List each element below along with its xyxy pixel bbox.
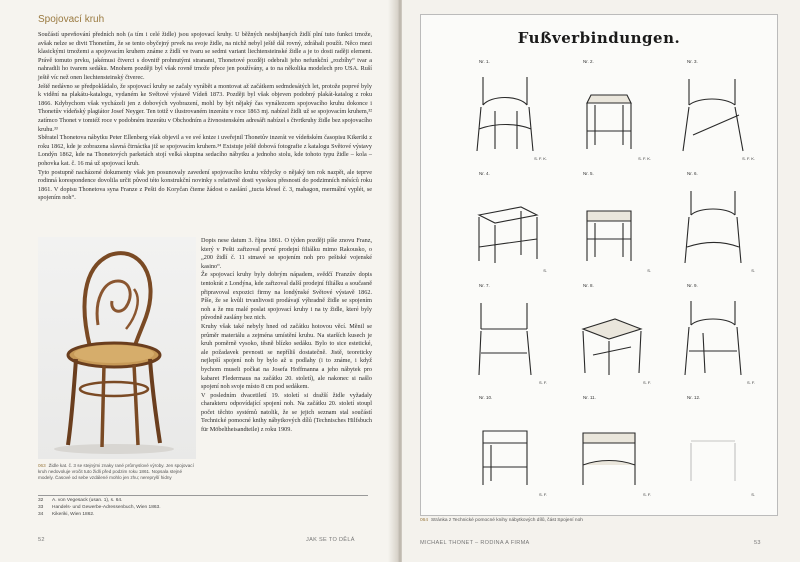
paragraph: Součástí upevňování předních noh (a tím i celé židle) jsou spojovací kruhy. U běžných nesbíjhaných židlí plní tuto funkci trnože, avšak nelze se divit Thonetům, že se tento obyčejný prvek na svoje židle, na nichž nebyl ještě dál rovný, zdráhali použít. Něco mezi klasickými trnožemi a spojovacím kruhem známe z židlí ve tvaru se sedmi variant liechtensteinské židle a je to dosti raději element. Právě tomuto prvku, jakémusi čtverci s dovnitř prohnutými stranami, Thonetové později odebrali jeho nefunkční „rozbíhy“ tvar a nahradili ho tvarem sedáku. Mnohem později byl však rovně trnože přece jen používány, a to na několika modelech pro USA. Ruší ještě víc než onen liechtensteinský čtverec. bbox=[38, 31, 372, 81]
chair-number: Nr. 1. bbox=[479, 59, 490, 64]
chair-grid bbox=[457, 59, 767, 505]
chair-mark: S. bbox=[751, 492, 755, 497]
chair-number: Nr. 6. bbox=[687, 171, 698, 176]
paragraph: Sběratel Thonetova nábytku Peter Ellenberg však objevil a ve své knize i uveřejnil Thonetův inzerát ve vídeňském časopisu Kikeriki z roku 1862, kde je zobrazena slavná čtrnáctka již se spojovacím kruhem.³⁴ Existuje ještě dobová fotografie z katalogu Světové výstavy Londýn 1862, kde na Thonetových parketách stojí velká skupina sedacího nábytku a jednoho stolu, kde tohoto typu židle – kola – pohovka kat. č. 16 má už spojovací kruh. bbox=[38, 134, 372, 167]
paragraph: Kruhy však také nebyly hned od začátku hotovou věcí. Měnil se průměr materiálu a zejména umístění kruhu. Na starších kusech je kruh poměrně vysoko, těsně blízko sedáku. Bylo to sice estetické, ale požadavek pevnosti se nepříliš dostatečně. Jistě, teoreticky nejlepší spojení noh by bylo až u podlahy (i to známe, i když bychom museli počkat na Josefa Hoffmanna a jeho nábytek pro kabaret Fledermaus na začátku 20. století), ale nakonec si našlo spojení noh svoje místo 8 cm pod sedákem. bbox=[201, 322, 372, 391]
chair-number: Nr. 4. bbox=[479, 171, 490, 176]
column-text bbox=[201, 237, 372, 435]
chair-drawing-cell bbox=[561, 395, 657, 501]
chair-drawing-cell bbox=[561, 283, 657, 389]
caption-text: Stránka z Technické pomocné knihy nábytkových dílů, část Spojení noh bbox=[431, 518, 583, 523]
paragraph: V posledním dvacetiletí 19. století si dražší židle vyžadaly charakteru odpovídající spojení noh. Na začátku 20. století stoupl počet těchto systémů natolik, že se jejich seznam stal součástí Technické pomocné knihy nábytkových dílů (Technisches Hilfsbuch für Möbeltheisandteile) z roku 1909. bbox=[201, 391, 372, 434]
chair-sketch-icon bbox=[669, 177, 757, 269]
chair-number: Nr. 2. bbox=[583, 59, 594, 64]
chair-sketch-icon bbox=[669, 401, 757, 493]
chair-number: Nr. 11. bbox=[583, 395, 596, 400]
left-page bbox=[0, 0, 398, 562]
chair-number: Nr. 3. bbox=[687, 59, 698, 64]
caption-text: Židle kat. č. 3 se stejnými znaky rané průmyslové výroby. Jen spojovací kruh nedovoluje vročit tuto židli před podzim roku 1861. Nopsala stejné modely. Časové od sebe vzdálené mohlo jen zhu; nerepryší hidny bbox=[38, 463, 194, 480]
chair-drawing-cell bbox=[457, 283, 553, 389]
chair-mark: S. F. K. bbox=[742, 156, 755, 161]
chair-number: Nr. 8. bbox=[583, 283, 594, 288]
chair-mark: S. F. K. bbox=[638, 156, 651, 161]
paragraph: Že spojovací kruhy byly dobrým nápadem, svědčí Franzův dopis tentokrát z Londýna, kde zařizoval další prodejní filiálku a současně připravoval expozici firmy na londýnské Světové výstavě 1862. Píše, že se kvůli trvanlivosti prodávají výhradně židle se spojením noh a že mu malé poslat spojovací kruhy i na ty židle, které byly původně zaslány bez nich. bbox=[201, 271, 372, 322]
footnotes bbox=[38, 495, 368, 518]
running-footer-right: MICHAEL THONET – RODINA A FIRMA bbox=[420, 540, 530, 546]
chair-drawing-cell bbox=[665, 283, 761, 389]
thonet-chair-illustration bbox=[38, 237, 196, 459]
chair-sketch-icon bbox=[565, 289, 653, 381]
chair-number: Nr. 10. bbox=[479, 395, 493, 400]
caption-number: 063 bbox=[38, 463, 46, 468]
chair-mark: S. F. bbox=[746, 380, 755, 385]
right-page bbox=[402, 0, 800, 562]
chair-photo bbox=[38, 237, 196, 459]
footnote: 32 A. von Vegesack (usan. 1), s. 64. bbox=[38, 498, 123, 503]
section-title: Spojovací kruh bbox=[38, 14, 105, 25]
catalog-plate bbox=[420, 14, 778, 516]
chair-number: Nr. 9. bbox=[687, 283, 698, 288]
chair-number: Nr. 7. bbox=[479, 283, 490, 288]
chair-mark: S. bbox=[647, 268, 651, 273]
paragraph: Dopis nese datum 3. října 1861. O týden později píše znovu Franz, který v Pešti zařizoval první prodejní filiálku mimo Rakousko, o „200 židlí č. 11 stmavé se spojením noh pro peštské vojenské kasino“. bbox=[201, 237, 372, 270]
chair-drawing-cell bbox=[561, 171, 657, 277]
page-number-left: 52 bbox=[38, 537, 45, 543]
chair-drawing-cell bbox=[457, 59, 553, 165]
photo-caption bbox=[38, 463, 196, 480]
chair-drawing-cell bbox=[665, 395, 761, 501]
chair-drawing-cell bbox=[457, 171, 553, 277]
plate-title: Fußverbindungen. bbox=[517, 29, 681, 47]
chair-mark: S. bbox=[751, 268, 755, 273]
chair-sketch-icon bbox=[461, 401, 549, 493]
running-footer-left: JAK SE TO DĚLÁ bbox=[306, 537, 355, 543]
chair-sketch-icon bbox=[565, 177, 653, 269]
body-text bbox=[38, 31, 372, 203]
chair-sketch-icon bbox=[669, 65, 757, 157]
chair-sketch-icon bbox=[669, 289, 757, 381]
chair-sketch-icon bbox=[461, 289, 549, 381]
chair-drawing-cell bbox=[665, 171, 761, 277]
footnote: 34 Kikeriki, Wien 1862. bbox=[38, 511, 95, 517]
caption-number: 064 bbox=[420, 518, 429, 523]
chair-drawing-cell bbox=[561, 59, 657, 165]
page-number-right: 53 bbox=[754, 540, 761, 546]
chair-drawing-cell bbox=[457, 395, 553, 501]
chair-number: Nr. 5. bbox=[583, 171, 594, 176]
paragraph: Ještě nedávno se předpokládalo, že spojovací kruhy se začaly vyrábět a montovat až začátkem sedmdesátých let, protože poprvé byly k vidění na plakátu-katalogu, vydaném ke Světové výstavě Vídeň 1873. Později byl však objeven podobný plakát-katalog z roku 1866. Kdybychom však vycházeli jen z dobových vyobrazení, mohl by být nějaký čas vynálezcem spojovacího kruhu dokonce i Thonetův vídeňský plagiátor Josef Neyger. Ten totiž v ilustrovaném inzerátu v roce 1863 mj. nabízel židli už se spojovacím kruhem,³² zatímco Thonet v tomtéž roce v podobném inzerátu v Obchodním a živnostenském adresáři nabízel s čtvrtkruhy židle bez spojovacího kruhu.³³ bbox=[38, 82, 372, 133]
chair-drawing-cell bbox=[665, 59, 761, 165]
chair-mark: S. bbox=[543, 268, 547, 273]
chair-mark: S. F. bbox=[642, 380, 651, 385]
plate-caption bbox=[420, 518, 583, 523]
chair-mark: S. F. bbox=[538, 380, 547, 385]
chair-sketch-icon bbox=[461, 177, 549, 269]
paragraph: Tyto postupně nacházené dokumenty však jen posunovaly zavedení spojovacího kruhu vždycky o nějaký ten rok nazpět, ale teprve rodinná korespondence dovolila určit původ této konstrukční novinky s relativně dosti vysokou přesností do podzimních měsíců roku 1861. V dopisu Thonetova syna Franze z Pešti do Koryčan čteme žádost o zaslání „tucta křesel č. 3, mahagon, mermální vyplét, se spojením noh“. bbox=[38, 168, 372, 202]
chair-mark: S. F. bbox=[538, 492, 547, 497]
footnote: 33 Handels- und Gewerbe-Adressenbuch, Wien 1863. bbox=[38, 504, 161, 510]
chair-mark: S. F. K. bbox=[534, 156, 547, 161]
chair-number: Nr. 12. bbox=[687, 395, 701, 400]
chair-sketch-icon bbox=[565, 65, 653, 157]
chair-sketch-icon bbox=[461, 65, 549, 157]
chair-mark: S. F. bbox=[642, 492, 651, 497]
chair-sketch-icon bbox=[565, 401, 653, 493]
